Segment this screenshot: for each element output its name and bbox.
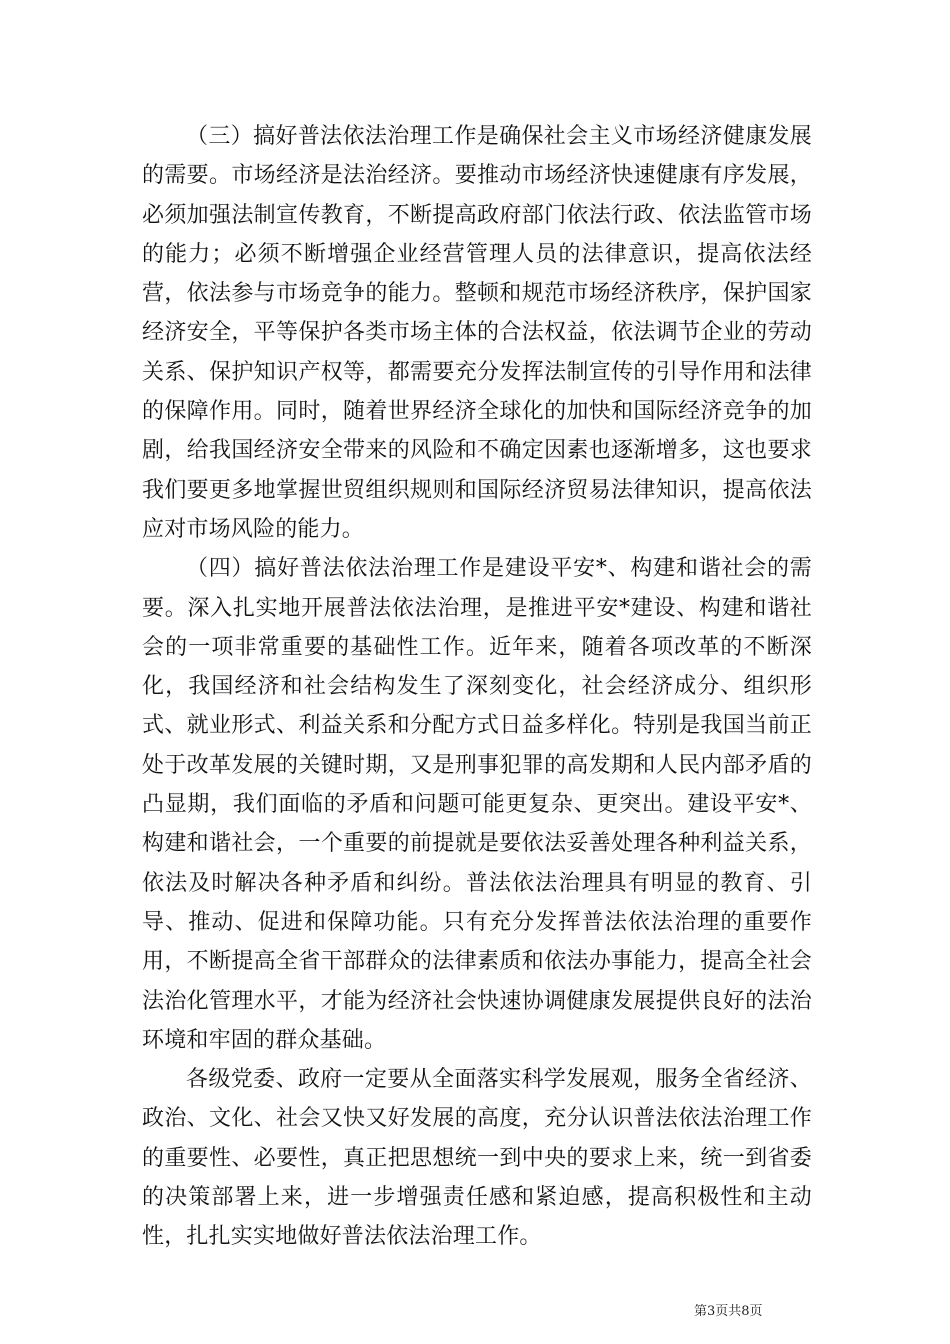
paragraph-section-three: （三）搞好普法依法治理工作是确保社会主义市场经济健康发展的需要。市场经济是法治经济。要推动市场经济快速健康有序发展，必须加强法制宣传教育，不断提高政府部门依法行政、依法监管市场的能力；必须不断增强企业经营管理人员的法律意识，提高依法经营，依法参与市场竞争的能力。整顿和规范市场经济秩序，保护国家经济安全，平等保护各类市场主体的合法权益，依法调节企业的劳动关系、保护知识产权等，都需要充分发挥法制宣传的引导作用和法律的保障作用。同时，随着世界经济全球化的加快和国际经济竞争的加剧，给我国经济安全带来的风险和不确定因素也逐渐增多，这也要求我们要更多地掌握世贸组织规则和国际经济贸易法律知识，提高依法应对市场风险的能力。: [142, 124, 812, 542]
paragraph-conclusion: 各级党委、政府一定要从全面落实科学发展观，服务全省经济、政治、文化、社会又快又好发展的高度，充分认识普法依法治理工作的重要性、必要性，真正把思想统一到中央的要求上来，统一到省委的决策部署上来，进一步增强责任感和紧迫感，提高积极性和主动性，扎扎实实地做好普法依法治理工作。: [142, 1067, 812, 1250]
paragraph-section-four: （四）搞好普法依法治理工作是建设平安*、构建和谐社会的需要。深入扎实地开展普法依法治理，是推进平安*建设、构建和谐社会的一项非常重要的基础性工作。近年来，随着各项改革的不断深化，我国经济和社会结构发生了深刻变化，社会经济成分、组织形式、就业形式、利益关系和分配方式日益多样化。特别是我国当前正处于改革发展的关键时期，又是刑事犯罪的高发期和人民内部矛盾的凸显期，我们面临的矛盾和问题可能更复杂、更突出。建设平安*、构建和谐社会，一个重要的前提就是要依法妥善处理各种利益关系，依法及时解决各种矛盾和纠纷。普法依法治理具有明显的教育、引导、推动、促进和保障功能。只有充分发挥普法依法治理的重要作用，不断提高全省干部群众的法律素质和依法办事能力，提高全社会法治化管理水平，才能为经济社会快速协调健康发展提供良好的法治环境和牢固的群众基础。: [142, 556, 812, 1053]
document-body: [142, 117, 812, 1257]
page-number-footer: 第3页共8页: [694, 1304, 763, 1319]
